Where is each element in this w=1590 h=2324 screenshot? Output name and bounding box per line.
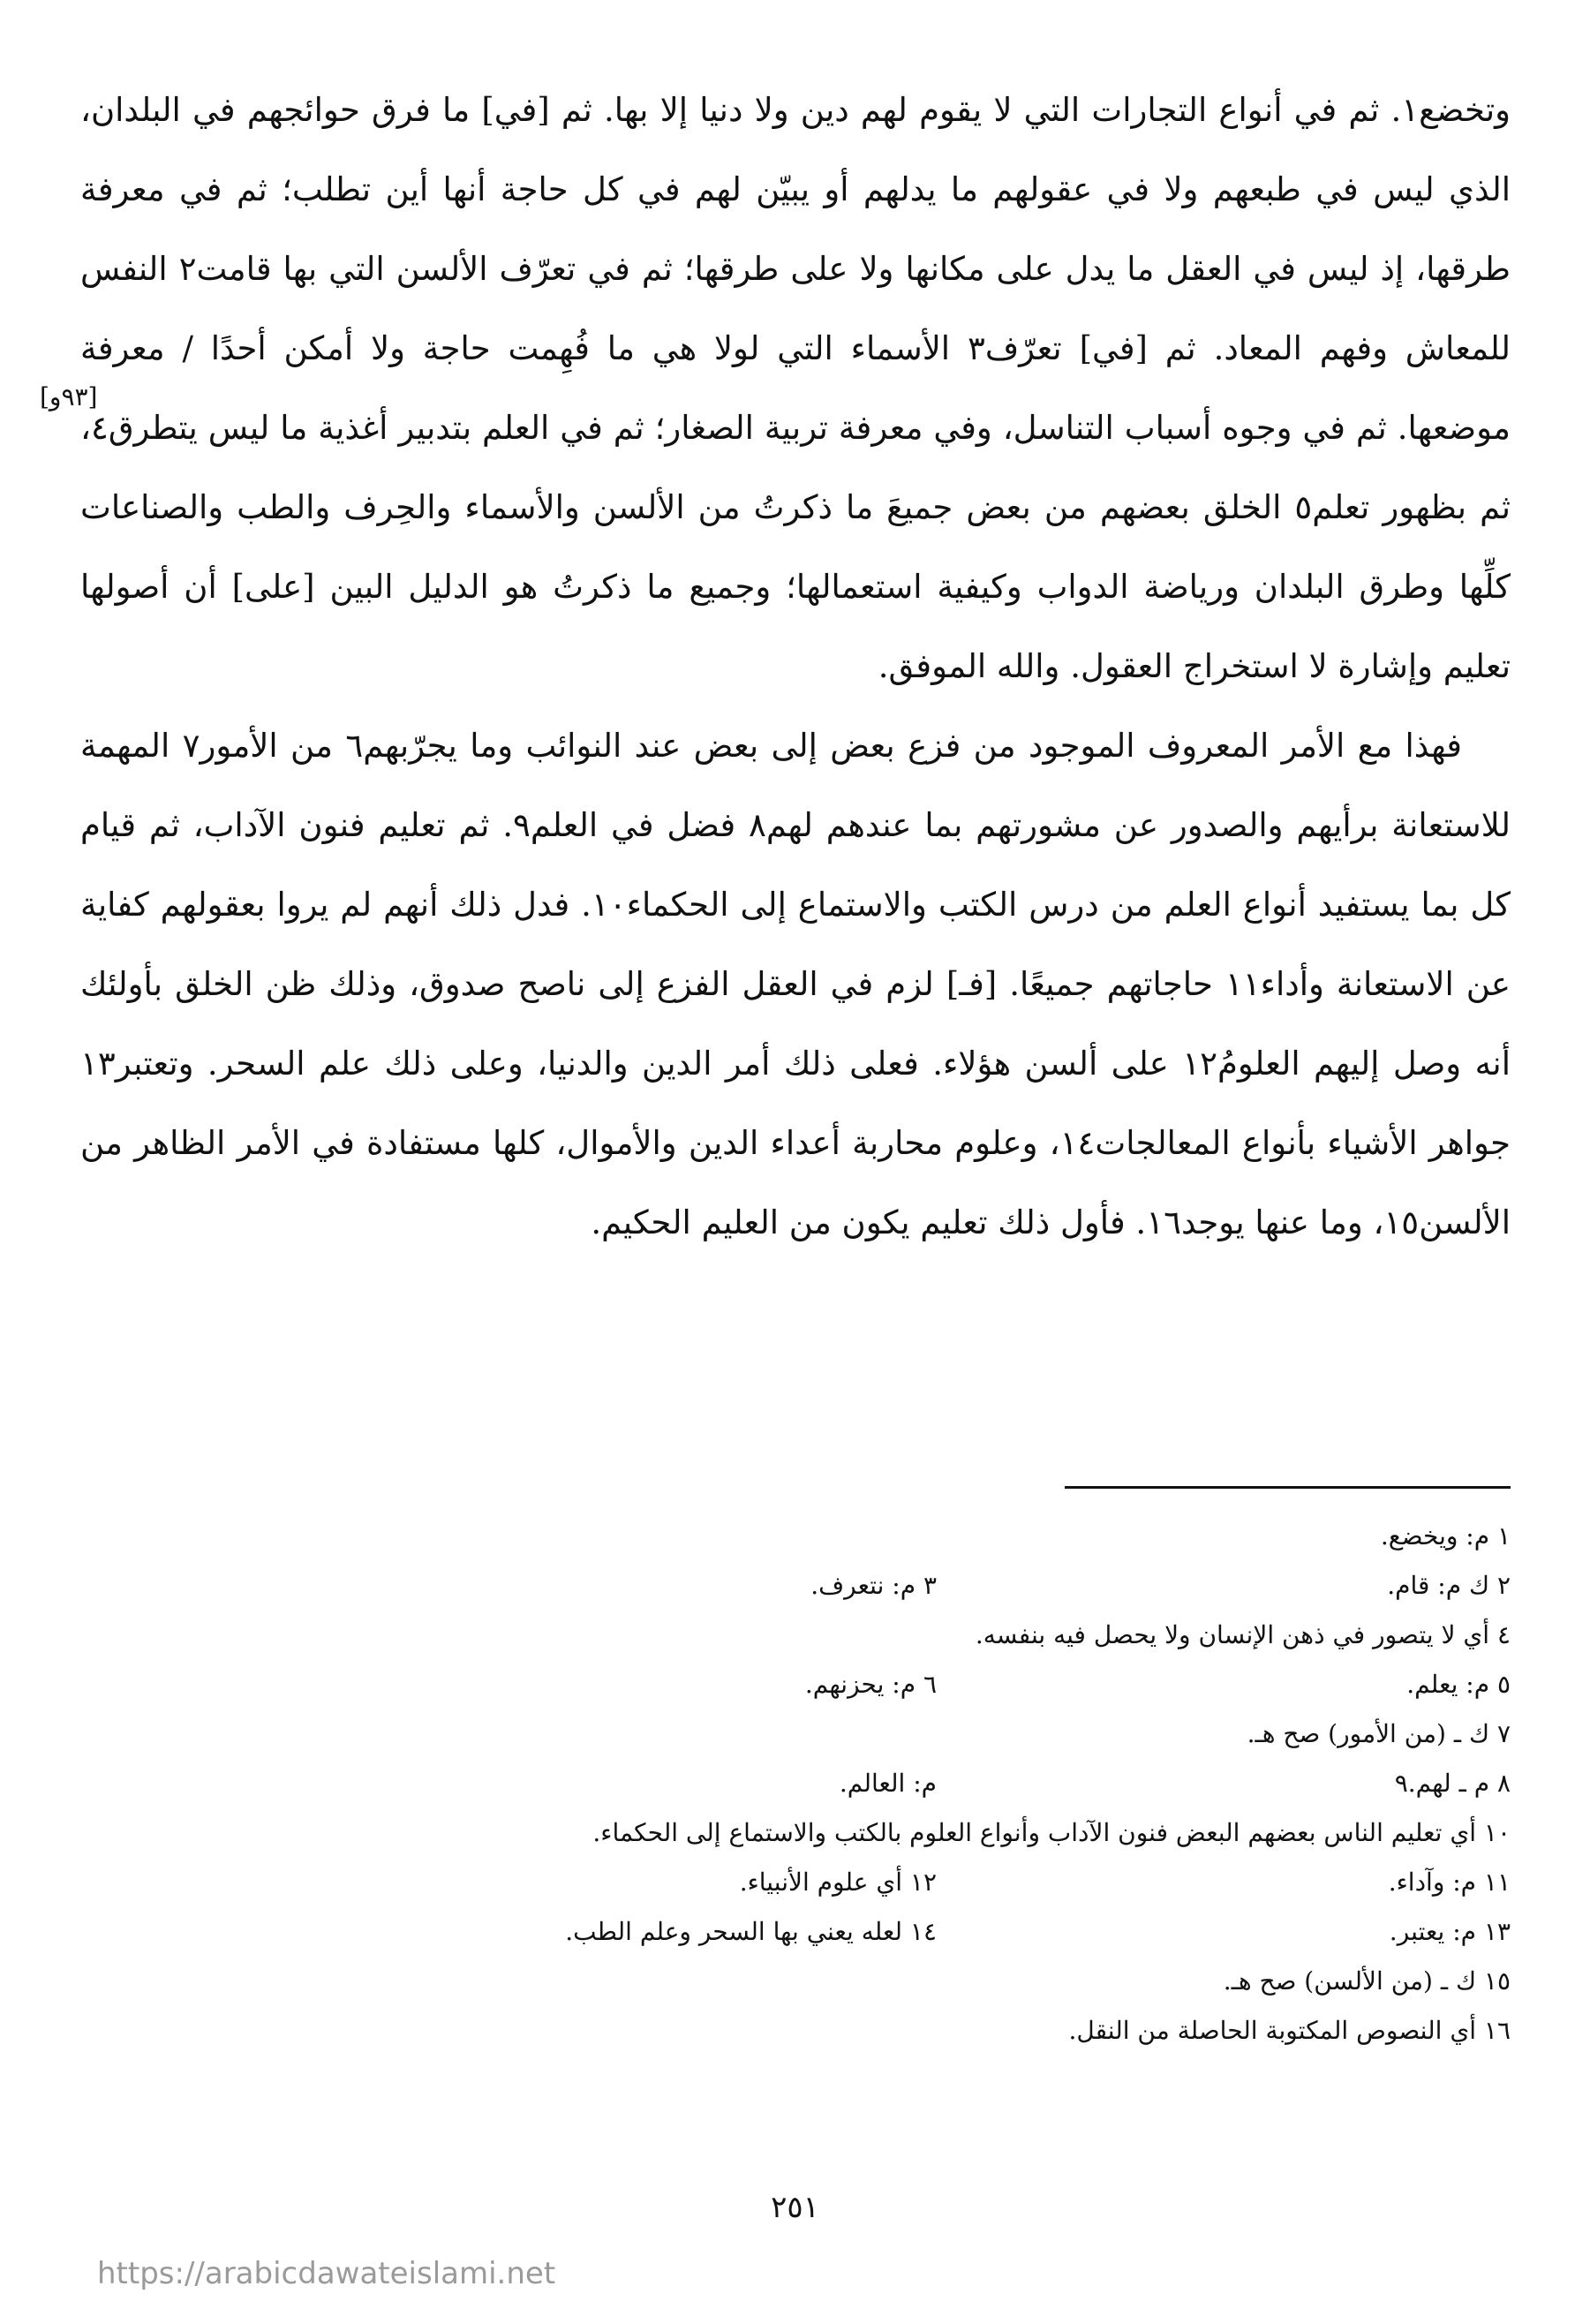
footnote: ٢ ك م: قام. — [1387, 1571, 1511, 1600]
footnote: ٧ ك ـ (من الأمور) صح هـ. — [1247, 1719, 1511, 1748]
footnote: ١٠ أي تعليم الناس بعضهم البعض فنون الآداب وأنواع العلوم بالكتب والاستماع إلى الحكماء. — [592, 1818, 1511, 1847]
footnote: ٨ م ـ لهم.٩ — [1394, 1769, 1511, 1798]
main-text — [80, 71, 1511, 1263]
paragraph-1: وتخضع١. ثم في أنواع التجارات التي لا يقوم لهم دين ولا دنيا إلا بها. ثم [في] ما فرق حوائجهم في البلدان، الذي ليس في طبعهم ولا في عقولهم ما يدلهم أو يبيّن لهم في كل حاجة أنها أين تطلب؛ ثم في معرفة طرقها، إذ ليس في العقل ما يدل على مكانها ولا على طرقها؛ ثم في تعرّف الألسن التي بها قامت٢ النفس للمعاش وفهم المعاد. ثم [في] تعرّف٣ الأسماء التي لولا هي ما فُهِمت حاجة ولا أمكن أحدًا / معرفة موضعها. ثم في وجوه أسباب التناسل، وفي معرفة تربية الصغار؛ ثم في العلم بتدبير أغذية ما ليس يتطرق٤، ثم بظهور تعلم٥ الخلق بعضهم من بعض جميعَ ما ذكرتُ من الألسن والأسماء والحِرف والطب والصناعات كلِّها وطرق البلدان ورياضة الدواب وكيفية استعمالها؛ وجميع ما ذكرتُ هو الدليل البين [على] أن أصولها تعليم وإشارة لا استخراج العقول. والله الموفق. — [80, 91, 1511, 685]
footnote-row — [80, 1611, 1511, 1660]
footnote-row — [80, 1561, 1511, 1611]
footnote: ٦ م: يحزنهم. — [804, 1670, 937, 1699]
footnote: ١ م: ويخضع. — [1380, 1521, 1511, 1551]
footnote-row — [80, 1512, 1511, 1561]
footnote: ١٢ أي علوم الأنبياء. — [739, 1868, 937, 1897]
footnote: ١٤ لعله يعني بها السحر وعلم الطب. — [565, 1917, 937, 1946]
footnote-row — [80, 2006, 1511, 2056]
footnote-row — [80, 1808, 1511, 1858]
footnote-row — [80, 1858, 1511, 1907]
watermark-url: https://arabicdawateislami.net — [97, 2256, 556, 2291]
footnote: ١١ م: وآداء. — [1388, 1868, 1511, 1897]
footnote-row — [80, 1907, 1511, 1957]
footnote: ١٦ أي النصوص المكتوبة الحاصلة من النقل. — [1068, 2016, 1511, 2045]
folio-margin-note: [٩٣و] — [40, 382, 98, 411]
footnote: ١٣ م: يعتبر. — [1389, 1917, 1511, 1946]
footnote: ٤ أي لا يتصور في ذهن الإنسان ولا يحصل فيه بنفسه. — [975, 1620, 1511, 1649]
footnote: ١٥ ك ـ (من الألسن) صح هـ. — [1223, 1966, 1511, 1996]
paragraph-2: فهذا مع الأمر المعروف الموجود من فزع بعض إلى بعض عند النوائب وما يجرّبهم٦ من الأمور٧ المهمة للاستعانة برأيهم والصدور عن مشورتهم بما عندهم لهم٨ فضل في العلم٩. ثم تعليم فنون الآداب، ثم قيام كل بما يستفيد أنواع العلم من درس الكتب والاستماع إلى الحكماء١٠. فدل ذلك أنهم لم يروا بعقولهم كفاية عن الاستعانة وأداء١١ حاجاتهم جميعًا. [فـ] لزم في العقل الفزع إلى ناصح صدوق، وذلك ظن الخلق بأولئك أنه وصل إليهم العلومُ١٢ على ألسن هؤلاء. فعلى ذلك أمر الدين والدنيا، وعلى ذلك علم السحر. وتعتبر١٣ جواهر الأشياء بأنواع المعالجات١٤، وعلوم محاربة أعداء الدين والأموال، كلها مستفادة في الأمر الظاهر من الألسن١٥، وما عنها يوجد١٦. فأول ذلك تعليم يكون من العليم الحكيم. — [80, 727, 1511, 1241]
footnote-row — [80, 1957, 1511, 2006]
footnote: ٥ م: يعلم. — [1406, 1670, 1511, 1699]
footnote: م: العالم. — [839, 1769, 937, 1798]
footnote: ٣ م: نتعرف. — [810, 1571, 937, 1600]
footnote-row — [80, 1759, 1511, 1808]
footnotes — [80, 1512, 1511, 2056]
footnote-separator — [1065, 1486, 1511, 1489]
footnote-row — [80, 1660, 1511, 1709]
footnote-row — [80, 1709, 1511, 1759]
page-number: ٢٥١ — [771, 2190, 819, 2225]
